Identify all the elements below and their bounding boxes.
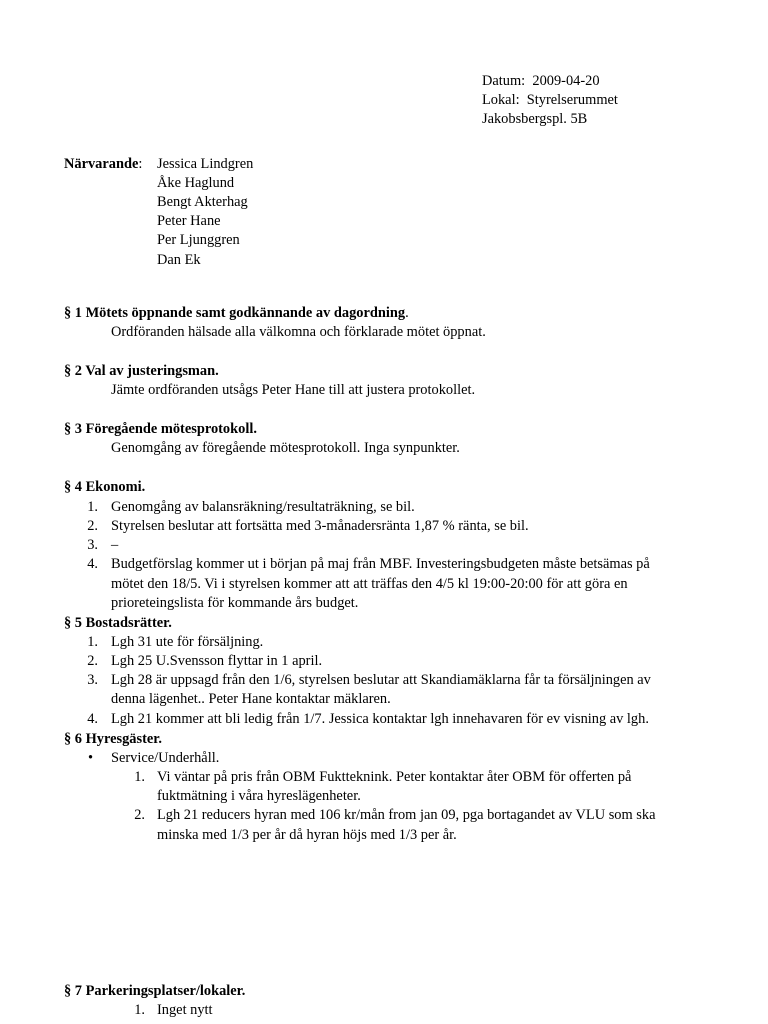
- attendee-name: Bengt Akterhag: [157, 194, 248, 210]
- section-2-text: Jämte ordföranden utsågs Peter Hane till att justera protokollet.: [111, 382, 476, 398]
- list-number: 1.: [87, 634, 98, 650]
- bullet-icon: •: [88, 750, 94, 766]
- section-1-heading-line: [64, 304, 409, 323]
- list-text-line: denna lägenhet.. Peter Hane kontaktar mäklaren.: [111, 691, 391, 707]
- list-number: 1.: [87, 499, 98, 515]
- bullet-text: Service/Underhåll.: [111, 750, 220, 766]
- list-text: Lgh 21 kommer att bli ledig från 1/7. Jessica kontaktar lgh innehavaren för ev visning av lgh.: [111, 711, 649, 727]
- attendee-name: Åke Haglund: [157, 175, 235, 191]
- list-number: 1.: [134, 1002, 145, 1018]
- attendee-name: Jessica Lindgren: [157, 156, 254, 172]
- list-number: 3.: [87, 537, 98, 553]
- address-line: Jakobsbergspl. 5B: [482, 111, 588, 127]
- date-label: Datum:: [482, 73, 526, 89]
- list-text-line: mötet den 18/5. Vi i styrelsen kommer att att träffas den 4/5 kl 19:00-20:00 för att göra en: [111, 576, 628, 592]
- date-value: 2009-04-20: [532, 73, 600, 89]
- list-text: Lgh 31 ute för försäljning.: [111, 634, 264, 650]
- list-text-line: Budgetförslag kommer ut i början på maj från MBF. Investeringsbudgeten måste betsämas på: [111, 556, 650, 572]
- attendee-name: Dan Ek: [157, 252, 201, 268]
- section-1-heading-period: .: [405, 305, 409, 321]
- location-value: Styrelserummet: [526, 92, 618, 108]
- section-3-text: Genomgång av föregående mötesprotokoll. Inga synpunkter.: [111, 440, 460, 456]
- list-number: 1.: [134, 769, 145, 785]
- section-5-heading: § 5 Bostadsrätter.: [64, 615, 172, 631]
- section-2-heading: § 2 Val av justeringsman.: [64, 363, 219, 379]
- list-text-line: minska med 1/3 per år då hyran höjs med 1/3 per år.: [157, 827, 457, 843]
- list-text-line: prioreteingslista för kommande års budget.: [111, 595, 359, 611]
- attendee-name: Per Ljunggren: [157, 232, 240, 248]
- attendee-name: Peter Hane: [157, 213, 221, 229]
- attendance-label-line: [64, 155, 142, 174]
- location-line: [482, 91, 618, 110]
- section-7-heading: § 7 Parkeringsplatser/lokaler.: [64, 983, 246, 999]
- list-text-line: fuktmätning i våra hyreslägenheter.: [157, 788, 361, 804]
- list-text-line: Lgh 21 reducers hyran med 106 kr/mån from jan 09, pga bortagandet av VLU som ska: [157, 807, 656, 823]
- date-line: [482, 72, 600, 91]
- list-text: Genomgång av balansräkning/resultaträkning, se bil.: [111, 499, 415, 515]
- list-number: 3.: [87, 672, 98, 688]
- attendance-label: Närvarande: [64, 156, 139, 172]
- list-text: Inget nytt: [157, 1002, 213, 1018]
- list-text: –: [111, 537, 119, 553]
- location-label: Lokal:: [482, 92, 520, 108]
- list-text: Styrelsen beslutar att fortsätta med 3-månadersränta 1,87 % ränta, se bil.: [111, 518, 529, 534]
- section-1-heading: § 1 Mötets öppnande samt godkännande av dagordning: [64, 305, 406, 321]
- list-number: 2.: [134, 807, 145, 823]
- section-4-heading: § 4 Ekonomi.: [64, 479, 146, 495]
- list-number: 2.: [87, 653, 98, 669]
- section-6-heading: § 6 Hyresgäster.: [64, 731, 162, 747]
- attendance-colon: :: [138, 156, 143, 172]
- list-number: 4.: [87, 556, 98, 572]
- list-number: 4.: [87, 711, 98, 727]
- list-text-line: Vi väntar på pris från OBM Fuktteknink. Peter kontaktar åter OBM för offerten på: [157, 769, 632, 785]
- list-number: 2.: [87, 518, 98, 534]
- section-3-heading: § 3 Föregående mötesprotokoll.: [64, 421, 257, 437]
- list-text: Lgh 25 U.Svensson flyttar in 1 april.: [111, 653, 323, 669]
- list-text-line: Lgh 28 är uppsagd från den 1/6, styrelsen beslutar att Skandiamäklarna får ta försäljningen av: [111, 672, 651, 688]
- section-1-text: Ordföranden hälsade alla välkomna och förklarade mötet öppnat.: [111, 324, 486, 340]
